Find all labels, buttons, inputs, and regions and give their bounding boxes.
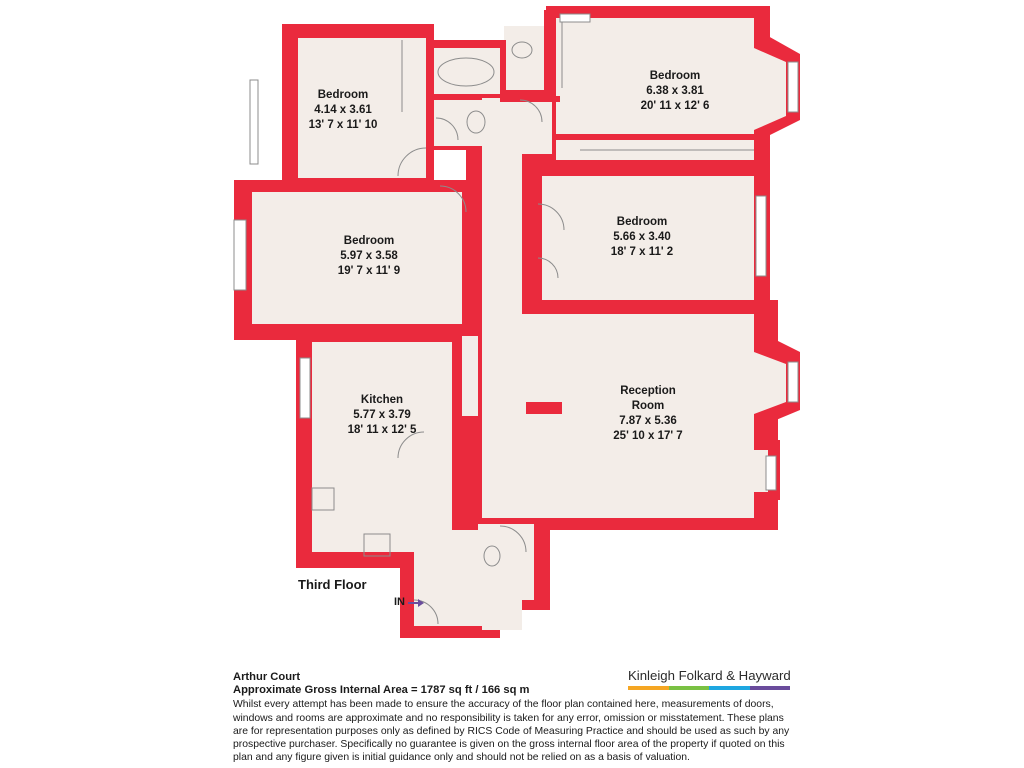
- brand-bar-segment: [750, 686, 791, 690]
- brand-bar-segment: [628, 686, 669, 690]
- entrance-label: IN: [394, 596, 405, 608]
- room-metric: 6.38 x 3.81: [646, 85, 704, 97]
- room-metric: 5.66 x 3.40: [613, 231, 671, 243]
- room-metric: 7.87 x 5.36: [619, 415, 677, 427]
- room-name: Kitchen: [360, 394, 404, 406]
- brand-bar-segment: [709, 686, 750, 690]
- room-metric: 5.77 x 3.79: [353, 409, 411, 421]
- floor-label: Third Floor: [298, 577, 367, 592]
- property-name: Arthur Court: [233, 671, 301, 683]
- room-imperial: 18' 11 x 12' 5: [347, 424, 417, 436]
- brand-logo: [628, 668, 790, 690]
- room-imperial: 25' 10 x 17' 7: [613, 430, 683, 442]
- room-imperial: 19' 7 x 11' 9: [337, 265, 401, 277]
- bath-floor: [434, 48, 500, 94]
- gross-area: Approximate Gross Internal Area = 1787 sq ft / 166 sq m: [233, 684, 530, 697]
- room-imperial: 13' 7 x 11' 10: [308, 119, 378, 131]
- brand-color-bar: [628, 686, 790, 690]
- room-label-bedroom-2: [641, 69, 710, 114]
- room-name: Bedroom: [616, 216, 668, 228]
- room-label-kitchen: [348, 393, 417, 438]
- room-name: Bedroom: [649, 70, 701, 82]
- cloakroom-floor: [478, 524, 534, 600]
- room-name: Bedroom: [317, 89, 369, 101]
- room-label-bedroom-4: [611, 215, 673, 260]
- kitchen-floor: [312, 342, 452, 552]
- room-name-line1: Reception: [620, 385, 676, 397]
- brand-bar-segment: [669, 686, 710, 690]
- disclaimer: Whilst every attempt has been made to ensure the accuracy of the floor plan contained here, measurements of doors, windows and rooms are approximate and no responsibility is taken for any error, omission or misstatement. These plans are for representation purposes only as defined by RICS Code of Measuring Practice and should be used as such by any prospective purchaser. Specifically no guarantee is given on the gross internal floor area of the property if quoted on this plan and any figure given is initial guidance only and should not be relied on as a basis of valuation.: [233, 699, 790, 764]
- room-imperial: 18' 7 x 11' 2: [610, 246, 674, 258]
- room-imperial: 20' 11 x 12' 6: [640, 100, 710, 112]
- reception-fireplace: [526, 402, 562, 414]
- room-label-bedroom-3: [338, 234, 400, 279]
- brand-name: Kinleigh Folkard & Hayward: [628, 668, 791, 683]
- room-label-bedroom-1: [309, 88, 378, 133]
- room-label-reception: [613, 384, 682, 444]
- room-name-line2: Room: [631, 400, 665, 412]
- room-metric: 5.97 x 3.58: [340, 250, 398, 262]
- room-metric: 4.14 x 3.61: [314, 104, 372, 116]
- room-name: Bedroom: [343, 235, 395, 247]
